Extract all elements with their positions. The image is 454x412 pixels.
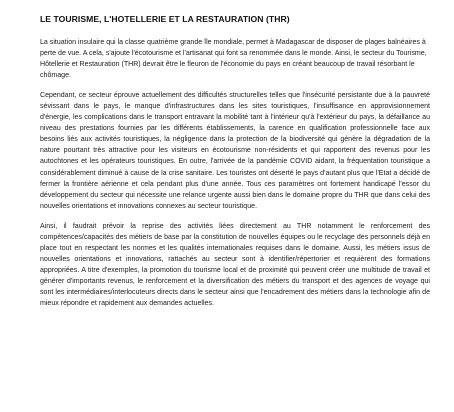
paragraph-recommendations: Ainsi, il faudrait prévoir la reprise des activités liées directement au THR notamment le renforcement des compétences/capacités des métiers de base par la constitution de nouvelles équipes ou le recyclage des personnels déjà en place tout en respectant les normes et les qualités internationales requises dans le domaine. Aussi, les métiers issus de nouvelles orientations et innovations, rattachés au secteur sont à identifier/répertorier et requièrent des formations appropriées. A titre d'exemples, la promotion du tourisme local et de proximité qui peuvent créer une multitude de travail et générer d'importants revenus, le renforcement et la diversification des métiers du transport et des agences de voyage qui sont les intermédiaires/interlocuteurs directs dans le secteur ainsi que l'encadrement des métiers dans la technologie afin de mieux répondre et rapidement aux demandes actuelles. [40, 222, 430, 308]
paragraph-intro: La situation insulaire qui la classe quatrième grande île mondiale, permet à Madagascar de disposer de plages balnéaires à perte de vue. A cela, s'ajoute l'écotourisme et l'artisanat qui font sa renommée dans le monde. Ainsi, le secteur du Tourisme, Hôtellerie et Restauration (THR) devrait être le fleuron de l'économie du pays en créant beaucoup de travail résorbant le chômage. [40, 39, 427, 80]
paragraph-difficulties: Cependant, ce secteur éprouve actuellement des difficultés structurelles telles que l'insécurité persistante due à la pauvreté sévissant dans le pays, le manque d'infrastructures dans les sites touristiques, l'insuffisance en approvisionnement d'énergie, les complications dans le transport entravant la mobilité tant à l'intérieur qu'à l'extérieur du pays, la défaillance au niveau des prestations fournies par les différents établissements, la carence en qualification professionnelle face aux besoins liés aux activités touristiques, la négligence dans la protection de la biodiversité qui génère la dégradation de la nature pourtant très attractive pour les visiteurs en écotourisme non-résidents et qui rapportent des revenus pour les autochtones et les opérateurs touristiques. En outre, l'arrivée de la pandémie COVID aidant, la fréquentation touristique a considérablement diminué à cause de la crise sanitaire. Les touristes ont déserté le pays d'autant plus que l'Etat a décidé de fermer la frontière aérienne et cela pendant plus d'une année. Tous ces paramètres ont fortement handicapé l'essor du développement du secteur qui nécessite une relance urgente aussi bien dans le domaine propre du THR que dans celui des nouvelles orientations et innovations connexes au secteur touristique. [40, 92, 430, 210]
document-title: LE TOURISME, L'HOTELLERIE ET LA RESTAURATION (THR) [40, 14, 290, 24]
